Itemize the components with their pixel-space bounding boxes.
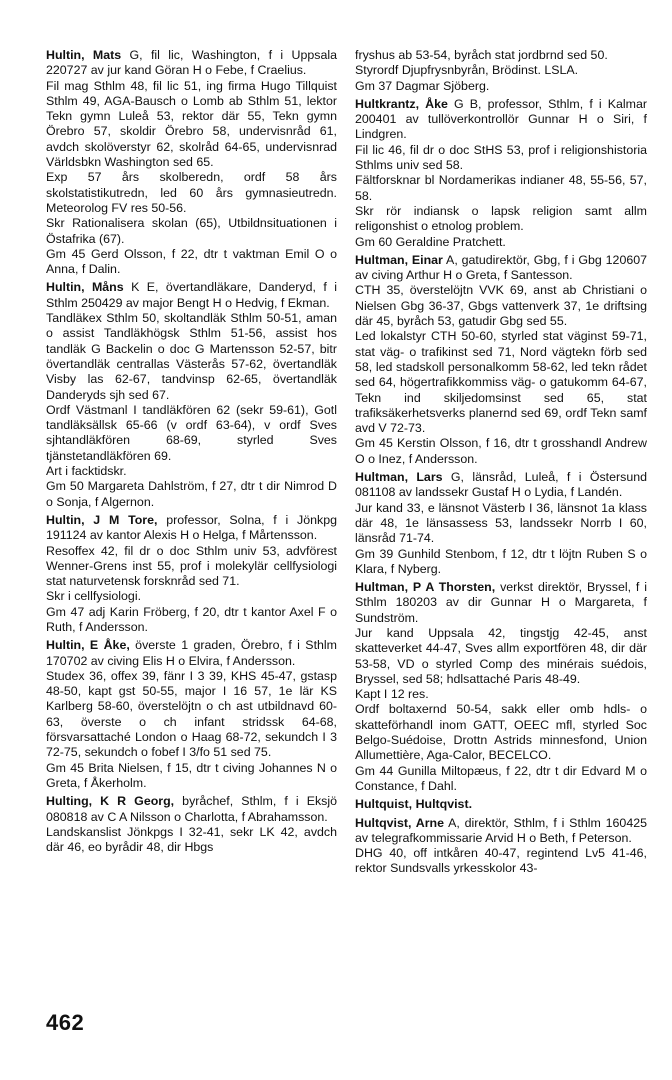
entry-paragraph: Gm 44 Gunilla Miltopæus, f 22, dtr t dir Edvard M o Constance, f Dahl. — [355, 763, 647, 793]
entry-paragraph: Art i facktidskr. — [46, 464, 127, 479]
entry-paragraph: Kapt I 12 res. — [355, 687, 429, 702]
entry-headword: Hultman, Lars — [355, 470, 443, 485]
entry-paragraph: Ordf boltaxernd 50-54, sakk eller omb hdls- o skatteförhandl inom GATT, OEEC mfl, styrled Soc Belgo-Suédoise, Drottn Astrids minnesfond, Union Allumettière, Aga-Calor, BECELCO. — [355, 702, 647, 763]
entry-first-line — [46, 280, 337, 311]
entry-paragraph: Gm 45 Kerstin Olsson, f 16, dtr t grosshandl Andrew O o Inez, f Andersson. — [355, 436, 647, 466]
entry-first-line — [46, 638, 337, 669]
entry-paragraph: Gm 45 Brita Nielsen, f 15, dtr t civing Johannes N o Greta, f Åkerholm. — [46, 760, 337, 790]
entry-intro: G, länsråd, Luleå, f i Östersund 081108 av landssekr Gustaf H o Lydia, f Landén. — [355, 470, 647, 500]
entry-paragraph: Ordf Västmanl I tandläkfören 62 (sekr 59-61), Gotl tandläksällsk 65-66 (v ordf 63-64), v ordf Sves sjhtandläkfören 68-69, styrled Sves tjänstetandläkfören 69. — [46, 402, 337, 463]
entry-paragraph: Landskanslist Jönkpgs I 32-41, sekr LK 42, avdch där 46, eo byrådir 48, dir Hbgs — [46, 824, 337, 855]
entry — [46, 794, 337, 855]
entry-intro: A, gatudirektör, Gbg, f i Gbg 120607 av civing Arthur H o Greta, f Santesson. — [355, 252, 648, 283]
entry-first-line — [46, 794, 337, 825]
entry-first-line — [355, 470, 647, 501]
entry-intro: G B, professor, Sthlm, f i Kalmar 200401 av tullöverkontrollör Gunnar H o Siri, f Lindgren. — [355, 96, 647, 142]
page-number: 462 — [46, 1010, 85, 1035]
entry-paragraph: Skr Rationalisera skolan (65), Utbildnsituationen i Östafrika (67). — [46, 216, 337, 246]
entry-paragraph: Gm 47 adj Karin Fröberg, f 20, dtr t kantor Axel F o Ruth, f Andersson. — [46, 604, 337, 634]
entry-headword: Hultin, Mats — [46, 48, 122, 62]
entry-first-line — [46, 48, 337, 79]
entry — [355, 580, 647, 794]
entry-paragraph: Skr rör indiansk o lapsk religion samt allm religonshist o etnolog problem. — [355, 203, 647, 234]
entry-paragraph: Studex 36, offex 39, fänr I 3 39, KHS 45-47, gstasp 48-50, kapt gst 50-55, major I 16 57, 1e lär KS Karlberg 58-60, överstelöjtn o ch ast utbildnavd 60-63, överste o ch infant stridssk 64-68, försvarsattaché London o Haag 68-72, sekundch I 3 72-75, sekundch o fobef I 3/fo 51 sed 75. — [46, 668, 337, 760]
entry-intro: verkst direktör, Bryssel, f i Sthlm 180203 av dir Gunnar H o Margareta, f Sundström. — [355, 580, 647, 625]
entry-first-line — [355, 816, 647, 847]
entry-headword: Hultman, Einar — [355, 252, 443, 267]
entry-paragraph: Gm 39 Gunhild Stenbom, f 12, dtr t löjtn Ruben S o Klara, f Nyberg. — [355, 546, 647, 576]
entry-paragraph: Styrordf Djupfrysnbyrån, Brödinst. LSLA. — [355, 63, 579, 78]
right-column — [355, 48, 647, 880]
entry-headword: Hultquist, Hultqvist. — [355, 797, 473, 812]
entry-paragraph: Exp 57 års skolberedn, ordf 58 års skolstatistikutredn, led 60 års gymnasieutredn. Meteorolog FV res 50-56. — [46, 170, 337, 215]
entry-paragraph: Jur kand Uppsala 42, tingstjg 42-45, anst skatteverket 44-47, Sves allm exportfören 48, dir där 53-58, VD o styrled Comp des minérais suédois, Bryssel, sed 58; hdlsattaché Paris 48-49. — [355, 625, 647, 686]
entry-paragraph: Gm 60 Geraldine Pratchett. — [355, 234, 506, 249]
entry-headword: Hultin, E Åke, — [46, 638, 130, 653]
entry-paragraph: Fil mag Sthlm 48, fil lic 51, ing firma Hugo Tillquist Sthlm 49, AGA-Bausch o Lomb ab Sthlm 51, lektor Tekn gymn Luleå 53, rektor där 55, Tekn gymn Örebro 57, skoldir Örebro 58, undervisnråd 61, avdch skolöverstyr 62, skolråd 64-65, undervisnrad Världsbkn Washington sed 65. — [46, 78, 337, 170]
entry — [46, 638, 337, 791]
entry-headword: Hultin, J M Tore, — [46, 512, 158, 527]
entry-paragraph: Gm 45 Gerd Olsson, f 22, dtr t vaktman Emil O o Anna, f Dalin. — [46, 246, 337, 277]
entry-paragraph: Skr i cellfysiologi. — [46, 589, 142, 604]
entry-paragraph: Fältforsknar bl Nordamerikas indianer 48, 55-56, 57, 58. — [355, 173, 647, 203]
left-column — [46, 48, 337, 858]
entry-paragraph: Gm 50 Margareta Dahlström, f 27, dtr t dir Nimrod D o Sonja, f Algernon. — [46, 479, 337, 509]
entry — [355, 253, 647, 467]
entry — [355, 97, 647, 250]
entry-headword: Hultkrantz, Åke — [355, 96, 448, 111]
entry-first-line — [355, 253, 647, 284]
entry-first-line — [355, 580, 647, 626]
entry-paragraph: Tandläkex Sthlm 50, skoltandläk Sthlm 50-51, aman o assist Tandläkhögsk Sthlm 51-56, assist hos tandläk G Backelin o doc G Martensson 52-57, bitr övertandläk centrallas Västerås 57-62, övertandläk Visby las 62-67, tandvinsp 62-65, övertandläk Danderyds sjh sed 67. — [46, 311, 337, 402]
entry-headword: Hulting, K R Georg, — [46, 794, 175, 809]
entry-first-line — [355, 97, 647, 143]
entry-paragraph: Jur kand 33, e länsnot Västerb I 36, länsnot 1a klass där 48, 1e länsassess 53, landssekr Norrb I 60, länsråd 71-74. — [355, 500, 647, 546]
entry — [355, 816, 647, 877]
entry-intro: G, fil lic, Washington, f i Uppsala 220727 av jur kand Göran H o Febe, f Craelius. — [46, 48, 338, 78]
entry-intro: professor, Solna, f i Jönkpg 191124 av kantor Alexis H o Helga, f Mårtensson. — [46, 512, 338, 543]
entry — [46, 48, 337, 277]
entry-paragraph: DHG 40, off intkåren 40-47, regintend Lv5 41-46, rektor Sundsvalls yrkesskolor 43- — [355, 846, 647, 876]
entry-cross-reference — [355, 797, 647, 812]
entry-paragraph: CTH 35, överstelöjtn VVK 69, anst ab Christiani o Nielsen Gbg 36-37, Gbgs vattenverk 37, 1e driftsing där 45, byråch 53, gatudir Gbg sed 55. — [355, 283, 647, 329]
entry-first-line — [46, 513, 337, 544]
entry-intro: K E, övertandläkare, Danderyd, f i Sthlm 250429 av major Bengt H o Hedvig, f Ekman. — [46, 280, 338, 310]
entry-headword: Hultin, Måns — [46, 280, 124, 295]
entry-continued — [355, 48, 647, 94]
entry — [46, 513, 337, 635]
entry-paragraph: Gm 37 Dagmar Sjöberg. — [355, 78, 490, 93]
entry-paragraph: Resoffex 42, fil dr o doc Sthlm univ 53, advförest Wenner-Grens inst 55, prof i molekylär cellfysiologi stat naturvetensk forsknråd sed 71. — [46, 543, 337, 589]
entry-intro: A, direktör, Sthlm, f i Sthlm 160425 av telegrafkommissarie Arvid H o Beth, f Peterson. — [355, 815, 647, 845]
entry — [46, 280, 337, 509]
entry-headword: Hultqvist, Arne — [355, 815, 445, 830]
entry-first-line — [355, 797, 647, 812]
entry — [355, 470, 647, 577]
entry-paragraph: Led lokalstyr CTH 50-60, styrled stat väginst 59-71, stat väg- o trafikinst sed 71, Nord vägtekn förb sed 58, led stadskoll personalkomm 58-62, led tekn rådet sed 64, högertrafikkommiss väg- o gatukomm 64-67, Tekn ind skiljedomsinst sed 65, stat trafiksäkerhetsverks planernd sed 69, ordf Tekn samf avd V 72-73. — [355, 329, 647, 436]
entry-intro: överste 1 graden, Örebro, f i Sthlm 170702 av civing Elis H o Elvira, f Andersson. — [46, 638, 337, 668]
entry-paragraph: fryshus ab 53-54, byråch stat jordbrnd sed 50. — [355, 48, 608, 62]
entry-headword: Hultman, P A Thorsten, — [355, 580, 496, 595]
entry-intro: byråchef, Sthlm, f i Eksjö 080818 av C A Nilsson o Charlotta, f Abrahamsson. — [46, 794, 337, 824]
entry-paragraph: Fil lic 46, fil dr o doc StHS 53, prof i religionshistoria Sthlms univ sed 58. — [355, 142, 647, 173]
